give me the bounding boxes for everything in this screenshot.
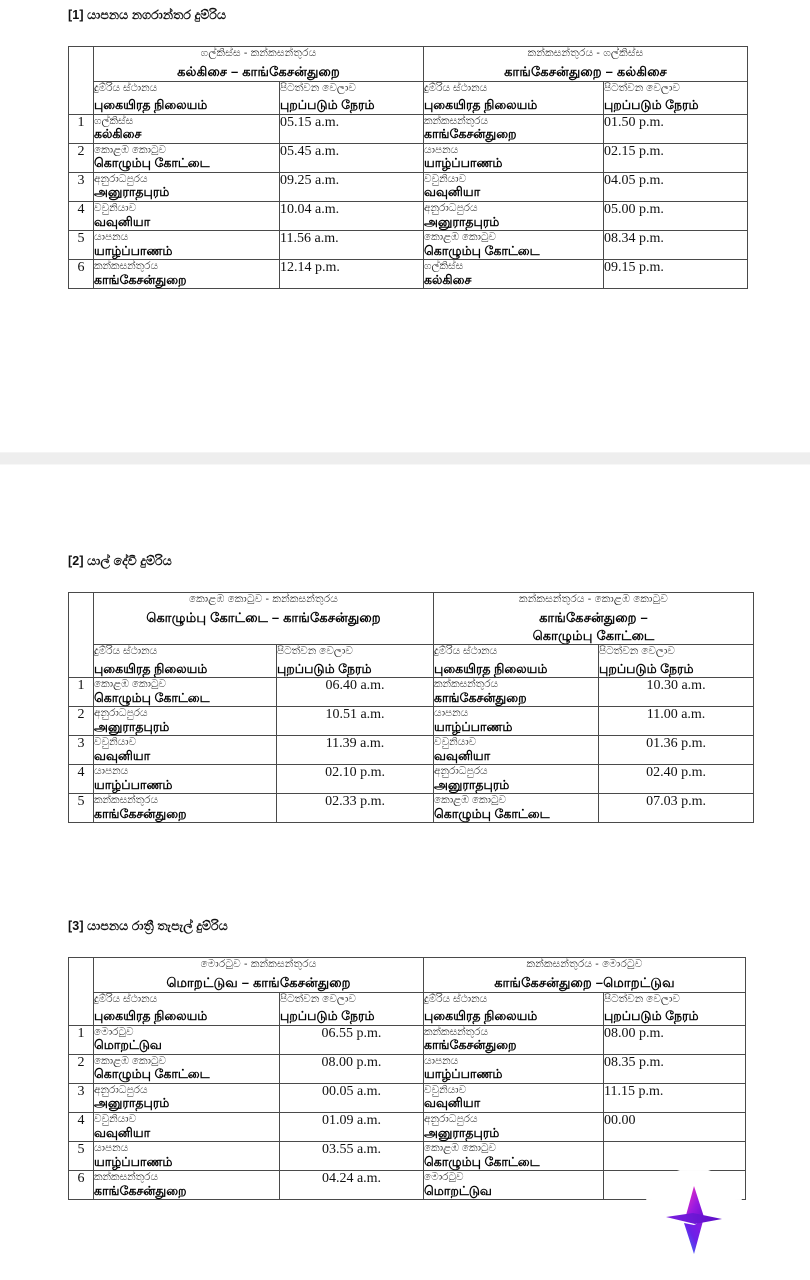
time-cell-left: 05.45 a.m. bbox=[280, 143, 424, 172]
station-cell-left: යාපනය யாழ்ப்பாணம் bbox=[94, 765, 277, 794]
station-cell-right: මොරටුව மொறட்டுவ bbox=[424, 1170, 604, 1199]
row-number: 3 bbox=[69, 172, 94, 201]
section-1-title: [1] යාපනය නගරාන්තර දුම්රිය bbox=[68, 8, 227, 22]
station-cell-right: ගල්කිස්ස கல்கிசை bbox=[424, 259, 604, 288]
route-ta-2: கொழும்பு கோட்டை bbox=[532, 627, 655, 643]
time-cell-left: 06.40 a.m. bbox=[277, 678, 434, 707]
time-cell-left: 12.14 p.m. bbox=[280, 259, 424, 288]
route-ta: காங்கேசன்துறை – கல்கிசை bbox=[504, 64, 667, 80]
time-cell-left: 08.00 p.m. bbox=[280, 1054, 424, 1083]
time-cell-left: 06.55 p.m. bbox=[280, 1025, 424, 1054]
time-cell-right: 00.00 bbox=[604, 1112, 746, 1141]
route-banner-row bbox=[69, 958, 746, 993]
station-cell-left: කන්කසන්තුරය காங்கேசன்துறை bbox=[94, 259, 280, 288]
station-cell-left: කොළඹ කොටුව கொழும்பு கோட்டை bbox=[94, 678, 277, 707]
station-cell-right: කොළඹ කොටුව கொழும்பு கோட்டை bbox=[424, 1141, 604, 1170]
station-cell-right: යාපනය யாழ்ப்பாணம் bbox=[434, 707, 599, 736]
row-number: 1 bbox=[69, 114, 94, 143]
table-row bbox=[69, 794, 754, 823]
route-si: කොළඹ කොටුව - කන්කසන්තුරය bbox=[188, 593, 339, 605]
station-cell-left: කොළඹ කොටුව கொழும்பு கோட்டை bbox=[94, 143, 280, 172]
page-separator bbox=[0, 452, 810, 465]
row-number: 4 bbox=[69, 201, 94, 230]
time-cell-left: 09.25 a.m. bbox=[280, 172, 424, 201]
route-ta: மொறட்டுவ – காங்கேசன்துறை bbox=[166, 975, 351, 991]
table-row bbox=[69, 1054, 746, 1083]
time-cell-right: 01.50 p.m. bbox=[604, 114, 748, 143]
table-row bbox=[69, 259, 748, 288]
table-row bbox=[69, 143, 748, 172]
station-cell-right: කන්කසන්තුරය காங்கேசன்துறை bbox=[424, 1025, 604, 1054]
station-cell-left: කොළඹ කොටුව கொழும்பு கோட்டை bbox=[94, 1054, 280, 1083]
time-cell-left: 10.51 a.m. bbox=[277, 707, 434, 736]
time-cell-right: 04.05 p.m. bbox=[604, 172, 748, 201]
corner-cell bbox=[69, 593, 94, 678]
time-cell-right: 08.34 p.m. bbox=[604, 230, 748, 259]
column-header-row bbox=[69, 992, 746, 1025]
timetable-3 bbox=[68, 957, 746, 1200]
station-cell-left: යාපනය யாழ்ப்பாணம் bbox=[94, 230, 280, 259]
row-number: 1 bbox=[69, 678, 94, 707]
time-cell-left: 05.15 a.m. bbox=[280, 114, 424, 143]
time-cell-right: 10.30 a.m. bbox=[599, 678, 754, 707]
route-si: කන්කසන්තුරය - කොළඹ කොටුව bbox=[518, 593, 669, 605]
table-row bbox=[69, 707, 754, 736]
station-cell-right: කන්කසන්තුරය காங்கேசன்துறை bbox=[434, 678, 599, 707]
time-cell-left: 11.56 a.m. bbox=[280, 230, 424, 259]
time-cell-right: 08.35 p.m. bbox=[604, 1054, 746, 1083]
row-number: 5 bbox=[69, 230, 94, 259]
station-cell-right: කොළඹ කොටුව கொழும்பு கோட்டை bbox=[434, 794, 599, 823]
time-cell-right bbox=[604, 1141, 746, 1170]
station-cell-right: වවුනියාව வவுனியா bbox=[434, 736, 599, 765]
time-cell-right: 02.15 p.m. bbox=[604, 143, 748, 172]
time-cell-right: 08.00 p.m. bbox=[604, 1025, 746, 1054]
route-si: කන්කසන්තුරය - මොරටුව bbox=[526, 958, 643, 970]
station-cell-right: වවුනියාව வவுனியா bbox=[424, 172, 604, 201]
row-number: 6 bbox=[69, 1170, 94, 1199]
route-si: කන්කසන්තුරය - ගල්කිස්ස bbox=[527, 47, 644, 59]
station-cell-left: අනුරාධපුරය அனுராதபுரம் bbox=[94, 1083, 280, 1112]
route-direction-outbound bbox=[94, 47, 424, 82]
time-cell-left: 04.24 a.m. bbox=[280, 1170, 424, 1199]
station-cell-left: වවුනියාව வவுனியா bbox=[94, 201, 280, 230]
station-cell-left: යාපනය யாழ்ப்பாணம் bbox=[94, 1141, 280, 1170]
route-si: මොරටුව - කන්කසන්තුරය bbox=[200, 958, 317, 970]
column-header-row bbox=[69, 645, 754, 678]
table-row bbox=[69, 172, 748, 201]
table-row bbox=[69, 230, 748, 259]
header-time-left: පිටත්වන වෙලාව புறப்படும் நேரம் bbox=[280, 81, 424, 114]
route-direction-outbound bbox=[94, 593, 434, 645]
header-time-right: පිටත්වන වෙලාව புறப்படும் நேரம் bbox=[599, 645, 754, 678]
table-row bbox=[69, 1141, 746, 1170]
time-cell-left: 00.05 a.m. bbox=[280, 1083, 424, 1112]
time-cell-right bbox=[604, 1170, 746, 1199]
corner-cell bbox=[69, 47, 94, 115]
route-direction-inbound bbox=[424, 958, 746, 993]
row-number: 4 bbox=[69, 765, 94, 794]
table-row bbox=[69, 765, 754, 794]
route-banner-row bbox=[69, 47, 748, 82]
time-cell-left: 10.04 a.m. bbox=[280, 201, 424, 230]
time-cell-right: 02.40 p.m. bbox=[599, 765, 754, 794]
station-cell-left: ගල්කිස්ස கல்கிசை bbox=[94, 114, 280, 143]
row-number: 6 bbox=[69, 259, 94, 288]
header-time-right: පිටත්වන වෙලාව புறப்படும் நேரம் bbox=[604, 992, 746, 1025]
time-cell-right: 01.36 p.m. bbox=[599, 736, 754, 765]
station-cell-right: යාපනය யாழ்ப்பாணம் bbox=[424, 143, 604, 172]
row-number: 5 bbox=[69, 1141, 94, 1170]
route-banner-row bbox=[69, 593, 754, 645]
header-time-left: පිටත්වන වෙලාව புறப்படும் நேரம் bbox=[280, 992, 424, 1025]
row-number: 2 bbox=[69, 1054, 94, 1083]
station-cell-right: වවුනියාව வவுனியா bbox=[424, 1083, 604, 1112]
timetable-1 bbox=[68, 46, 748, 289]
time-cell-right: 11.15 p.m. bbox=[604, 1083, 746, 1112]
station-cell-left: අනුරාධපුරය அனுராதபுரம் bbox=[94, 707, 277, 736]
station-cell-left: කන්කසන්තුරය காங்கேசன்துறை bbox=[94, 1170, 280, 1199]
time-cell-left: 02.33 p.m. bbox=[277, 794, 434, 823]
row-number: 5 bbox=[69, 794, 94, 823]
time-cell-right: 09.15 p.m. bbox=[604, 259, 748, 288]
row-number: 2 bbox=[69, 707, 94, 736]
table-row bbox=[69, 1112, 746, 1141]
row-number: 4 bbox=[69, 1112, 94, 1141]
time-cell-left: 02.10 p.m. bbox=[277, 765, 434, 794]
header-station-left: දුම්රිය ස්ථානය புகையிரத நிலையம் bbox=[94, 992, 280, 1025]
row-number: 2 bbox=[69, 143, 94, 172]
time-cell-left: 03.55 a.m. bbox=[280, 1141, 424, 1170]
route-direction-outbound bbox=[94, 958, 424, 993]
table-row bbox=[69, 1083, 746, 1112]
route-si: ගල්කිස්ස - කන්කසන්තුරය bbox=[200, 47, 317, 59]
time-cell-left: 11.39 a.m. bbox=[277, 736, 434, 765]
station-cell-right: කන්කසන්තුරය காங்கேசன்துறை bbox=[424, 114, 604, 143]
table-row bbox=[69, 1170, 746, 1199]
time-cell-right: 07.03 p.m. bbox=[599, 794, 754, 823]
header-time-right: පිටත්වන වෙලාව புறப்படும் நேரம் bbox=[604, 81, 748, 114]
table-row bbox=[69, 114, 748, 143]
station-cell-right: යාපනය யாழ்ப்பாணம் bbox=[424, 1054, 604, 1083]
table-row bbox=[69, 1025, 746, 1054]
station-cell-left: අනුරාධපුරය அனுராதபுரம் bbox=[94, 172, 280, 201]
header-station-left: දුම්රිය ස්ථානය புகையிரத நிலையம் bbox=[94, 81, 280, 114]
table-row bbox=[69, 201, 748, 230]
time-cell-right: 05.00 p.m. bbox=[604, 201, 748, 230]
station-cell-right: අනුරාධපුරය அனுராதபுரம் bbox=[424, 201, 604, 230]
section-2-title: [2] යාල් දේවී දුම්රිය bbox=[68, 554, 172, 568]
route-ta: காங்கேசன்துறை –மொறட்டுவ bbox=[494, 975, 675, 991]
section-3-title: [3] යාපනය රාත්‍රී තැපැල් දුම්රිය bbox=[68, 919, 228, 933]
row-number: 3 bbox=[69, 736, 94, 765]
station-cell-right: අනුරාධපුරය அனுராதபுரம் bbox=[424, 1112, 604, 1141]
station-cell-left: කන්කසන්තුරය காங்கேசன்துறை bbox=[94, 794, 277, 823]
station-cell-left: මොරටුව மொறட்டுவ bbox=[94, 1025, 280, 1054]
time-cell-left: 01.09 a.m. bbox=[280, 1112, 424, 1141]
header-station-left: දුම්රිය ස්ථානය புகையிரத நிலையம் bbox=[94, 645, 277, 678]
column-header-row bbox=[69, 81, 748, 114]
station-cell-right: කොළඹ කොටුව கொழும்பு கோட்டை bbox=[424, 230, 604, 259]
route-ta: கொழும்பு கோட்டை – காங்கேசன்துறை bbox=[146, 610, 381, 626]
header-time-left: පිටත්වන වෙලාව புறப்படும் நேரம் bbox=[277, 645, 434, 678]
row-number: 1 bbox=[69, 1025, 94, 1054]
header-station-right: දුම්රිය ස්ථානය புகையிரத நிலையம் bbox=[424, 81, 604, 114]
header-station-right: දුම්රිය ස්ථානය புகையிரத நிலையம் bbox=[434, 645, 599, 678]
time-cell-right: 11.00 a.m. bbox=[599, 707, 754, 736]
header-station-right: දුම්රිය ස්ථානය புகையிரத நிலையம் bbox=[424, 992, 604, 1025]
route-direction-inbound bbox=[434, 593, 754, 645]
timetable-2 bbox=[68, 592, 754, 823]
route-direction-inbound bbox=[424, 47, 748, 82]
station-cell-right: අනුරාධපුරය அனுராதபுரம் bbox=[434, 765, 599, 794]
route-ta: காங்கேசன்துறை – bbox=[539, 610, 648, 626]
station-cell-left: වවුනියාව வவுனியா bbox=[94, 736, 277, 765]
row-number: 3 bbox=[69, 1083, 94, 1112]
corner-cell bbox=[69, 958, 94, 1026]
table-row bbox=[69, 678, 754, 707]
station-cell-left: වවුනියාව வவுனியா bbox=[94, 1112, 280, 1141]
table-row bbox=[69, 736, 754, 765]
route-ta: கல்கிசை – காங்கேசன்துறை bbox=[177, 64, 340, 80]
